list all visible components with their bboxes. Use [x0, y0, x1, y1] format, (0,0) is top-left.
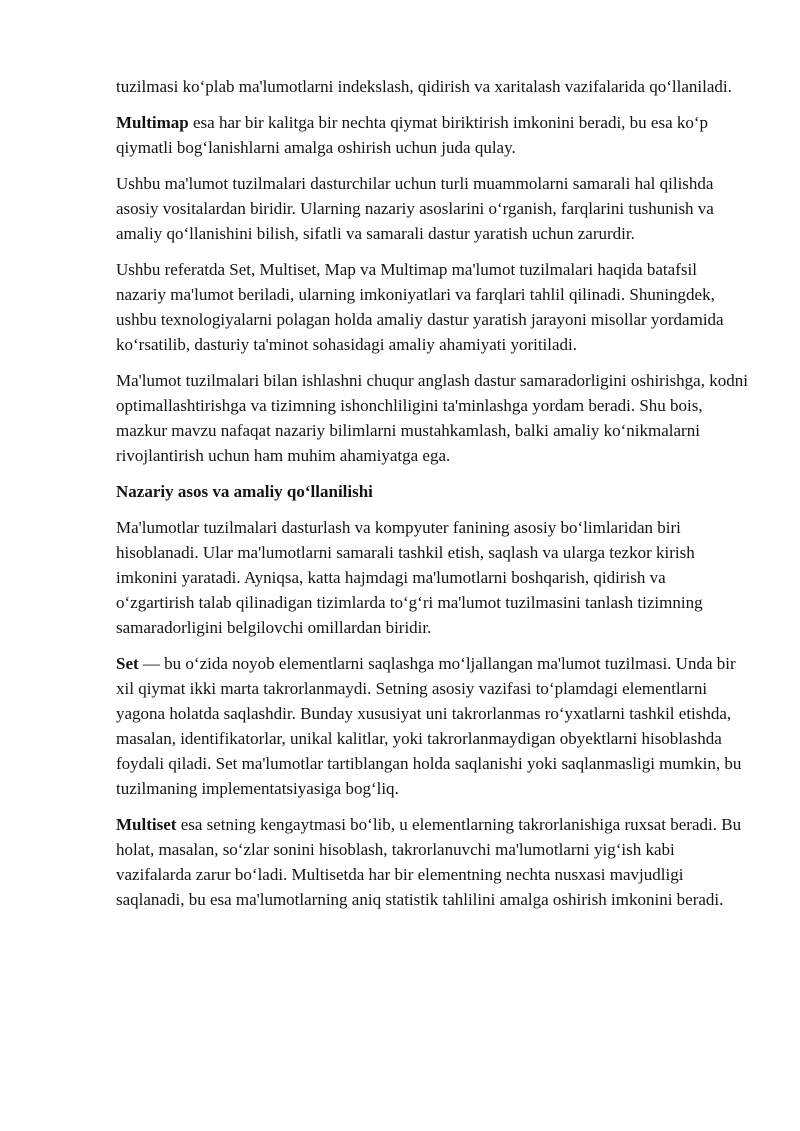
paragraph-intro-continuation	[116, 74, 748, 99]
paragraph-referat-scope	[116, 257, 748, 357]
paragraph-set	[116, 651, 748, 801]
section-heading: Nazariy asos va amaliy qo‘llanilishi	[116, 482, 373, 501]
term-set: Set	[116, 654, 139, 673]
paragraph-text: Ma'lumot tuzilmalari bilan ishlashni chuqur anglash dastur samaradorligini oshirishga, kodni optimallashtirishga va tizimning ishonchliligini ta'minlashga yordam beradi. Shu bois, mazkur mavzu nafaqat nazariy bilimlarni mustahkamlash, balki amaliy ko‘nikmalarni rivojlantirish uchun ham muhim ahamiyatga ega.	[116, 371, 748, 465]
paragraph-text: — bu o‘zida noyob elementlarni saqlashga mo‘ljallangan ma'lumot tuzilmasi. Unda bir xil qiymat ikki marta takrorlanmaydi. Setning asosiy vazifasi to‘plamdagi elementlarni yagona holatda saqlashdir. Bunday xususiyat uni takrorlanmas ro‘yxatlarni tashkil etishda, masalan, identifikatorlar, unikal kalitlar, yoki takrorlanmaydigan obyektlarni hisoblashda foydali qiladi. Set ma'lumotlar tartiblangan holda saqlanishi yoki saqlanmasligi mumkin, bu tuzilmaning implementatsiyasiga bog‘liq.	[116, 654, 742, 798]
paragraph-text: esa setning kengaytmasi bo‘lib, u elementlarning takrorlanishiga ruxsat beradi. Bu holat, masalan, so‘zlar sonini hisoblash, takrorlanuvchi ma'lumotlarni yig‘ish kabi vazifalarda zarur bo‘ladi. Multisetda har bir elementning nechta nusxasi mavjudligi saqlanadi, bu esa ma'lumotlarning aniq statistik tahlilini amalga oshirish imkonini beradi.	[116, 815, 742, 909]
paragraph-text: Ushbu ma'lumot tuzilmalari dasturchilar uchun turli muammolarni samarali hal qilishda asosiy vositalardan biridir. Ularning nazariy asoslarini o‘rganish, farqlarini tushunish va amaliy qo‘llanishini bilish, sifatli va samarali dastur yaratish uchun zarurdir.	[116, 174, 714, 243]
paragraph-benefits	[116, 368, 748, 468]
paragraph-text: tuzilmasi ko‘plab ma'lumotlarni indekslash, qidirish va xaritalash vazifalarida qo‘llaniladi.	[116, 77, 732, 96]
paragraph-text: esa har bir kalitga bir nechta qiymat biriktirish imkonini beradi, bu esa ko‘p qiymatli bog‘lanishlarni amalga oshirish uchun juda qulay.	[116, 113, 709, 157]
paragraph-importance	[116, 171, 748, 246]
paragraph-text: Ushbu referatda Set, Multiset, Map va Multimap ma'lumot tuzilmalari haqida batafsil nazariy ma'lumot beriladi, ularning imkoniyatlari va farqlari tahlil qilinadi. Shuningdek, ushbu texnologiyalarni polagan holda amaliy dastur yaratish jarayoni misollar yordamida ko‘rsatilib, dasturiy ta'minot sohasidagi amaliy ahamiyati yoritiladi.	[116, 260, 724, 354]
term-multiset: Multiset	[116, 815, 177, 834]
document-page	[116, 74, 748, 923]
paragraph-multiset	[116, 812, 748, 912]
paragraph-text: Ma'lumotlar tuzilmalari dasturlash va kompyuter fanining asosiy bo‘limlaridan biri hisoblanadi. Ular ma'lumotlarni samarali tashkil etish, saqlash va ularga tezkor kirish imkonini yaratadi. Ayniqsa, katta hajmdagi ma'lumotlarni boshqarish, qidirish va o‘zgartirish talab qilinadigan tizimlarda to‘g‘ri ma'lumot tuzilmasini tanlash tizimning samaradorligini belgilovchi omillardan biridir.	[116, 518, 703, 637]
term-multimap: Multimap	[116, 113, 189, 132]
paragraph-multimap	[116, 110, 748, 160]
paragraph-data-structures	[116, 515, 748, 640]
